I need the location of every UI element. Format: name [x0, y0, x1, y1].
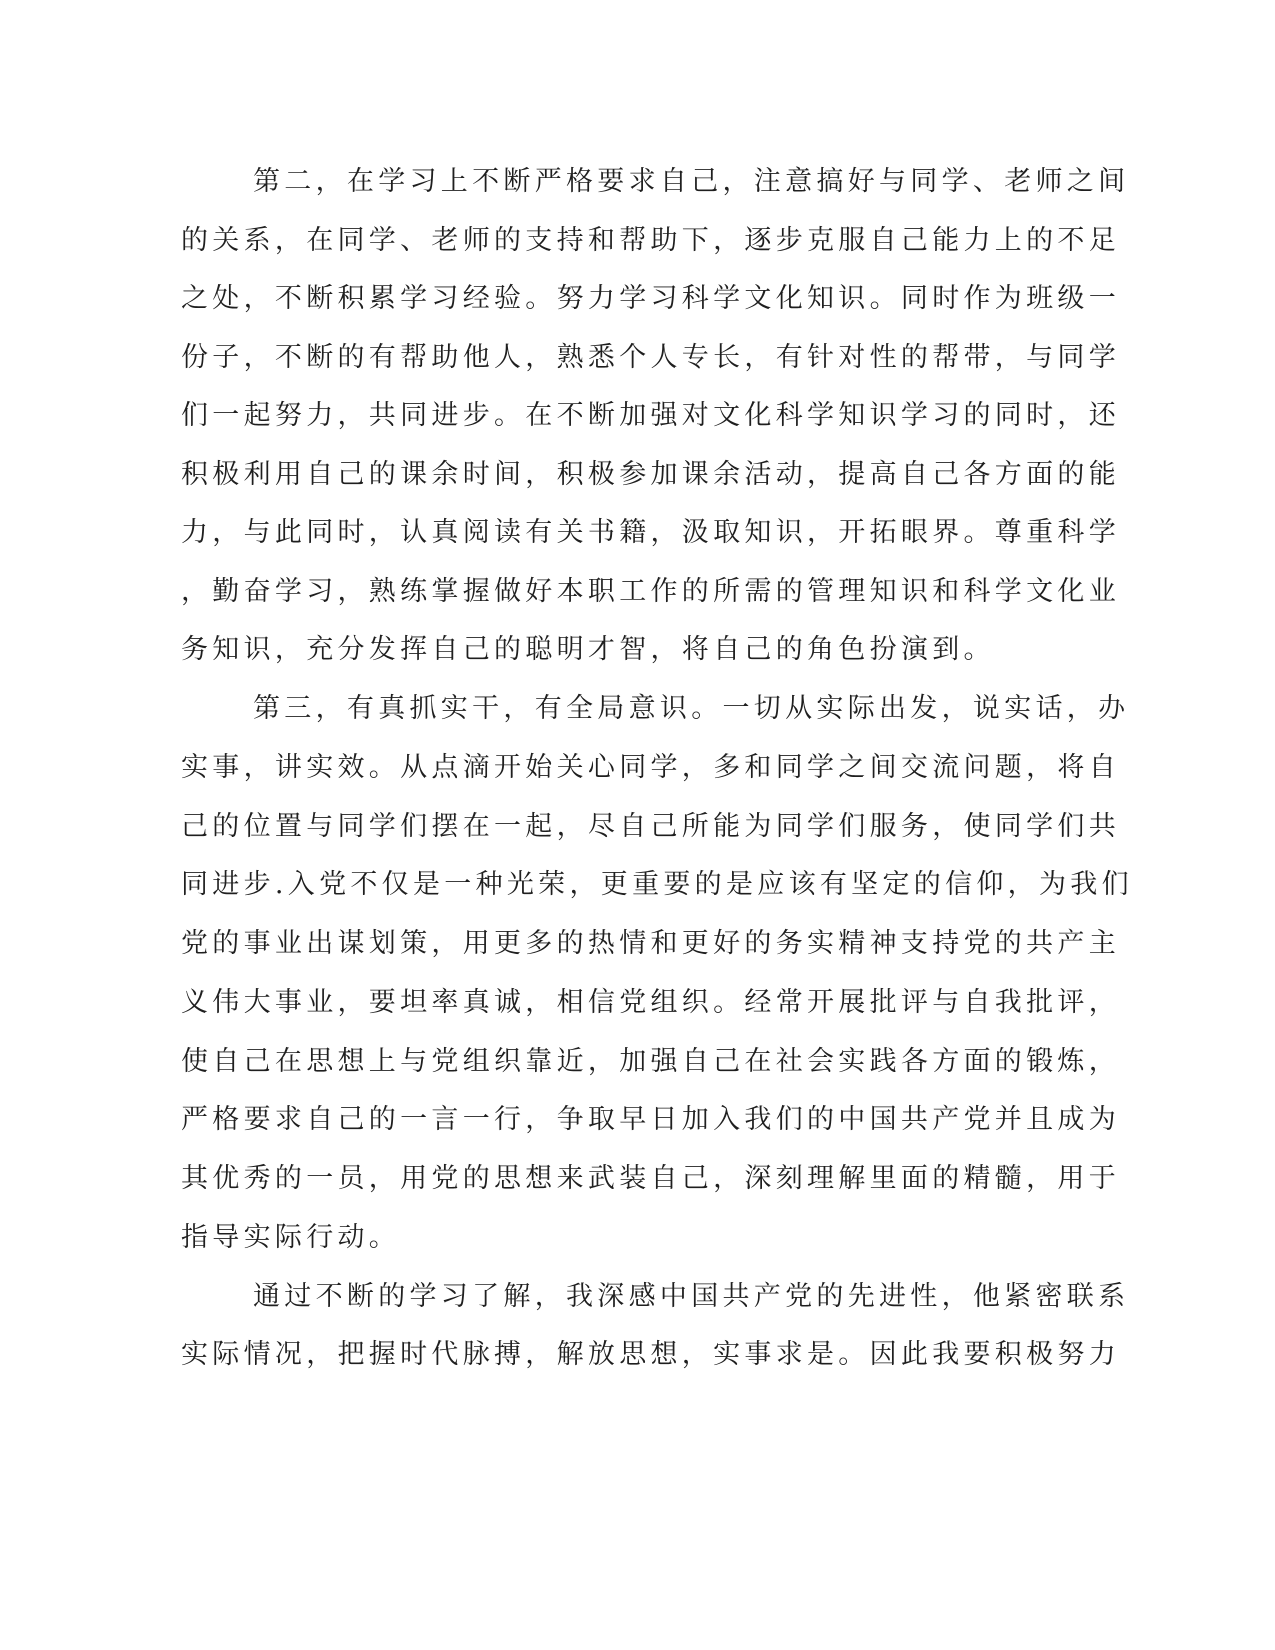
text-line: 实际情况，把握时代脉搏，解放思想，实事求是。因此我要积极努力	[181, 1339, 1120, 1370]
text-line: 严格要求自己的一言一行，争取早日加入我们的中国共产党并且成为	[181, 1104, 1120, 1135]
text-line: 第三，有真抓实干，有全局意识。一切从实际出发，说实话，办	[253, 693, 1130, 724]
text-line: 第二，在学习上不断严格要求自己，注意搞好与同学、老师之间	[253, 166, 1130, 197]
text-line: 党的事业出谋划策，用更多的热情和更好的务实精神支持党的共产主	[181, 928, 1120, 959]
text-line: 其优秀的一员，用党的思想来武装自己，深刻理解里面的精髓，用于	[181, 1163, 1120, 1194]
text-line: 实事，讲实效。从点滴开始关心同学，多和同学之间交流问题，将自	[181, 752, 1120, 783]
text-line: 通过不断的学习了解，我深感中国共产党的先进性，他紧密联系	[253, 1281, 1130, 1312]
text-line: 义伟大事业，要坦率真诚，相信党组织。经常开展批评与自我批评，	[181, 987, 1120, 1018]
text-line: 同进步.入党不仅是一种光荣，更重要的是应该有坚定的信仰，为我们	[181, 869, 1133, 900]
text-line: 积极利用自己的课余时间，积极参加课余活动，提高自己各方面的能	[181, 459, 1120, 490]
text-line: 们一起努力，共同进步。在不断加强对文化科学知识学习的同时，还	[181, 400, 1120, 431]
text-line: 份子，不断的有帮助他人，熟悉个人专长，有针对性的帮带，与同学	[181, 342, 1120, 373]
text-line: 己的位置与同学们摆在一起，尽自己所能为同学们服务，使同学们共	[181, 811, 1120, 842]
text-line: 的关系，在同学、老师的支持和帮助下，逐步克服自己能力上的不足	[181, 225, 1120, 256]
text-line: ，勤奋学习，熟练掌握做好本职工作的所需的管理知识和科学文化业	[181, 576, 1120, 607]
text-line: 使自己在思想上与党组织靠近，加强自己在社会实践各方面的锻炼，	[181, 1046, 1120, 1077]
text-line: 力，与此同时，认真阅读有关书籍，汲取知识，开拓眼界。尊重科学	[181, 517, 1120, 548]
text-line: 指导实际行动。	[181, 1222, 401, 1253]
text-line: 之处，不断积累学习经验。努力学习科学文化知识。同时作为班级一	[181, 283, 1120, 314]
text-line: 务知识，充分发挥自己的聪明才智，将自己的角色扮演到。	[181, 634, 995, 665]
